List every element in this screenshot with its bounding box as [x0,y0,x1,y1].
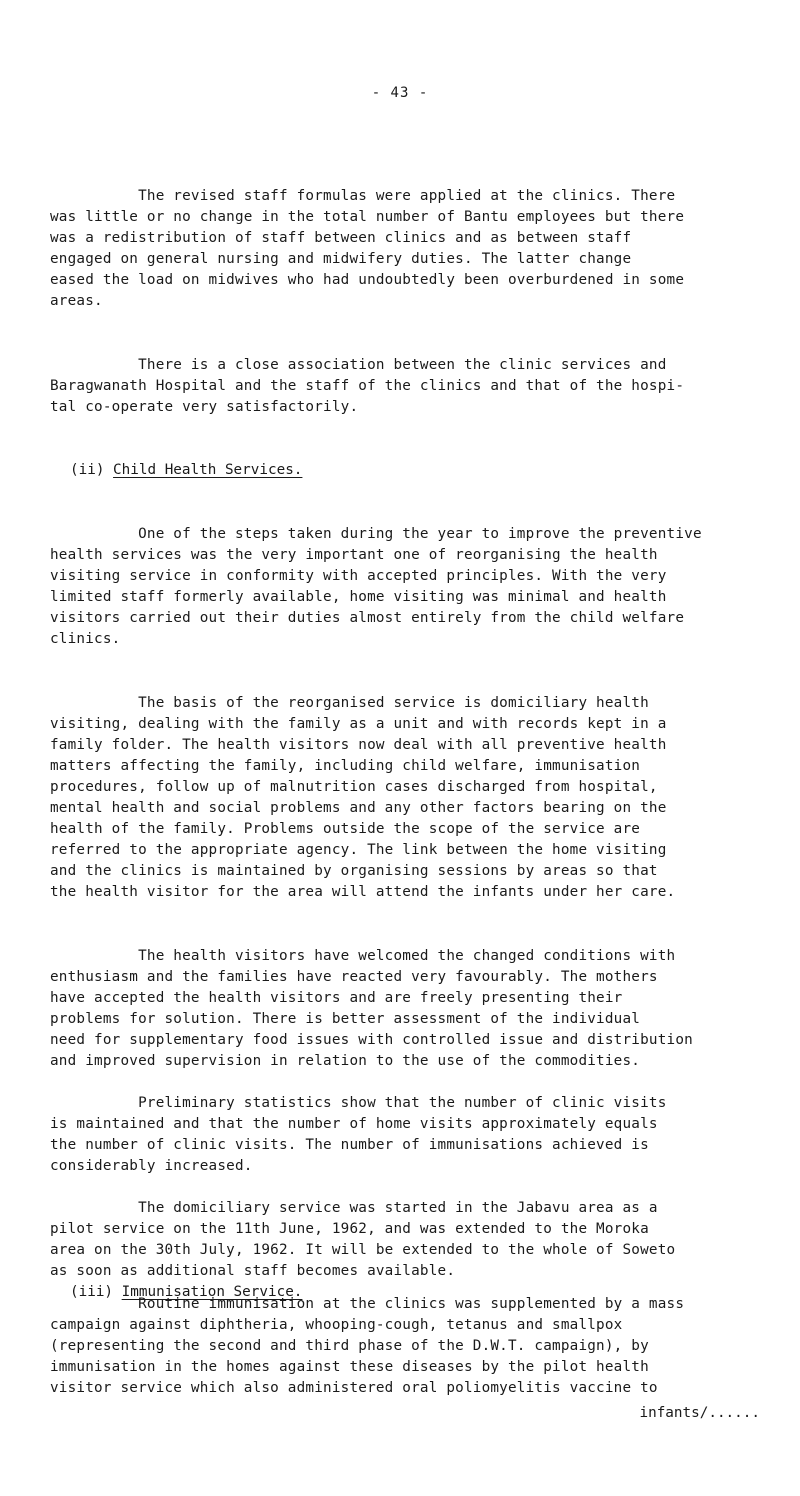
text-line: Routine immunisation at the clinics was supplemented by a mass [50,1296,685,1312]
text-line: engaged on general nursing and midwifery duties. The latter change [50,251,632,267]
text-line: pilot service on the 11th June, 1962, and was extended to the Moroka [50,1221,649,1237]
page-number: - 43 - [371,85,429,101]
text-line: matters affecting the family, including child welfare, immunisation [50,758,641,774]
text-line: (representing the second and third phase of the D.W.T. campaign), by [50,1338,649,1354]
text-line: limited staff formerly available, home visiting was minimal and health [50,589,667,605]
paragraph-reorganising [50,524,770,650]
section-title: Immunisation Service. [121,1284,303,1300]
text-line: One of the steps taken during the year to improve the preventive [50,526,702,542]
text-line: clinics. [50,631,121,647]
text-line: visitors carried out their duties almost entirely from the child welfare [50,610,685,626]
text-line: the number of clinic visits. The number of immunisations achieved is [50,1137,649,1153]
paragraph-staff-formulas [50,186,770,312]
text-line: tal co-operate very satisfactorily. [50,399,359,415]
text-line: eased the load on midwives who had undoubtedly been overburdened in some [50,272,685,288]
text-line: campaign against diphtheria, whooping-cough, tetanus and smallpox [50,1317,623,1333]
text-line: areas. [50,293,103,309]
text-line: need for supplementary food issues with controlled issue and distribution [50,1032,693,1048]
text-line: procedures, follow up of malnutrition cases discharged from hospital, [50,779,658,795]
text-line: health services was the very important one of reorganising the health [50,547,658,563]
text-line: The revised staff formulas were applied at the clinics. There [50,188,676,204]
text-line: visitor service which also administered oral poliomyelitis vaccine to [50,1380,658,1396]
paragraph-health-visitors-welcomed [50,946,770,1072]
paragraph-hospital-association [50,355,770,418]
text-line: problems for solution. There is better assessment of the individual [50,1011,641,1027]
text-line: visiting, dealing with the family as a unit and with records kept in a [50,716,667,732]
text-line: health of the family. Problems outside the scope of the service are [50,821,641,837]
text-line: considerably increased. [50,1158,253,1174]
text-line: Preliminary statistics show that the number of clinic visits [50,1095,667,1111]
text-line: The health visitors have welcomed the changed conditions with [50,948,676,964]
text-line: mental health and social problems and any other factors bearing on the [50,800,667,816]
text-line: The domiciliary service was started in the Jabavu area as a [50,1200,658,1216]
text-line: enthusiasm and the families have reacted very favourably. The mothers [50,969,658,985]
text-line: have accepted the health visitors and are freely presenting their [50,990,623,1006]
text-line: and improved supervision in relation to the use of the commodities. [50,1053,641,1069]
text-line: is maintained and that the number of home visits approximately equals [50,1116,658,1132]
text-line: was a redistribution of staff between clinics and as between staff [50,230,632,246]
text-line: the health visitor for the area will attend the infants under her care. [50,884,676,900]
text-line: immunisation in the homes against these diseases by the pilot health [50,1359,649,1375]
paragraph-domiciliary-basis [50,693,770,903]
text-line: referred to the appropriate agency. The link between the home visiting [50,842,667,858]
section-heading-child-health [70,460,302,481]
paragraph-pilot-service [50,1198,770,1282]
text-line: family folder. The health visitors now deal with all preventive health [50,737,667,753]
text-line: Baragwanath Hospital and the staff of the clinics and that of the hospi- [50,378,685,394]
text-line: and the clinics is maintained by organising sessions by areas so that [50,863,658,879]
paragraph-routine-immunisation [50,1294,770,1399]
paragraph-preliminary-statistics [50,1093,770,1177]
continuation-catchword: infants/...... [639,1405,760,1421]
section-number: (iii) [70,1284,114,1300]
text-line: There is a close association between the clinic services and [50,357,667,373]
text-line: area on the 30th July, 1962. It will be extended to the whole of Soweto [50,1242,676,1258]
section-title: Child Health Services. [113,462,303,478]
text-line: visiting service in conformity with accepted principles. With the very [50,568,667,584]
text-line: as soon as additional staff becomes available. [50,1263,456,1279]
text-line: was little or no change in the total number of Bantu employees but there [50,209,685,225]
section-number: (ii) [70,462,105,478]
text-line: The basis of the reorganised service is domiciliary health [50,695,649,711]
